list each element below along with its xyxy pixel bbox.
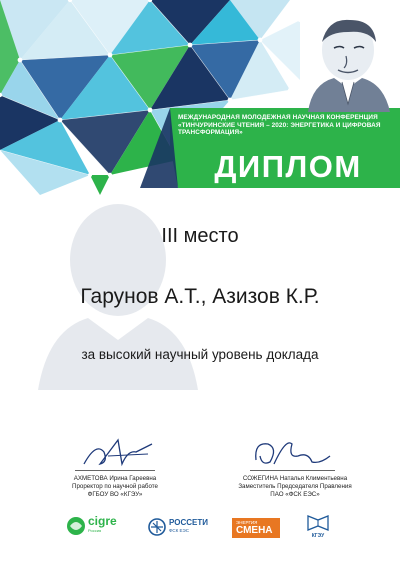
kgeu-logo [306,514,330,539]
conference-title: МЕЖДУНАРОДНАЯ МОЛОДЕЖНАЯ НАУЧНАЯ КОНФЕРЕНЦИЯ «ТИНЧУРИНСКИЕ ЧТЕНИЯ – 2020: ЭНЕРГЕТИКА И ЦИФРОВАЯ ТРАНСФОРМАЦИЯ» [178,114,381,137]
signatory-2 [220,475,370,498]
rosseti-text: РОССЕТИ [169,518,208,527]
award-place: III место [161,225,239,247]
rosseti-logo [148,518,208,536]
portrait-sketch [298,12,398,112]
rosseti-icon [148,518,166,536]
signature-1 [78,434,158,474]
smena-text: СМЕНА [236,525,273,536]
smena-top-text: ЭНЕРГИЯ [236,520,258,525]
signatory-1 [50,475,180,498]
signatory-2-position: Заместитель Председателя Правления [238,482,352,490]
signatory-2-name: СОЖЕГИНА Наталья Климентьевна [242,475,348,482]
diploma-title: ДИПЛОМ [214,149,362,184]
signature-line-2 [250,470,335,471]
cigre-logo [66,516,117,536]
cigre-subtitle: Россия [88,528,102,533]
signature-2 [250,434,335,474]
recipient-names: Гарунов А.Т., Азизов К.Р. [80,285,320,308]
cigre-text: cigre [88,514,117,528]
signatory-1-org: ФГБОУ ВО «КГЭУ» [87,490,143,498]
signatory-2-org: ПАО «ФСК ЕЭС» [270,490,320,498]
signature-line-1 [75,470,155,471]
award-reason: за высокий научный уровень доклада [81,347,319,362]
signatory-1-position: Проректор по научной работе [72,482,158,490]
rosseti-subtitle: ФСК ЕЭС [169,528,190,533]
kgeu-icon [306,514,330,532]
cigre-icon [66,516,86,536]
kgeu-text: КГЭУ [311,533,325,539]
signatory-1-name: АХМЕТОВА Ирина Гареевна [73,475,157,482]
energy-smena-logo [232,518,280,538]
